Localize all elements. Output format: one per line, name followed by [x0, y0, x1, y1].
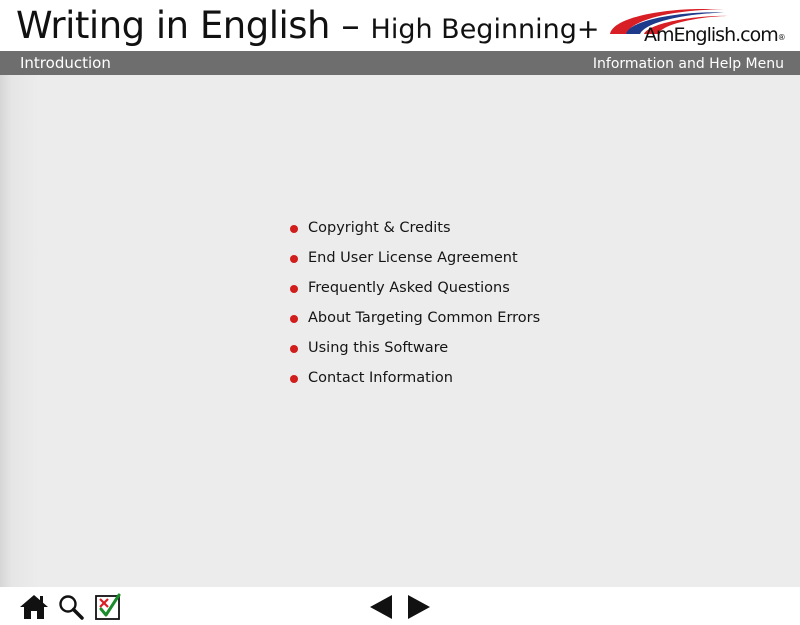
menu-item-faq[interactable] — [288, 275, 540, 305]
menu-item-common-errors[interactable] — [288, 305, 540, 335]
search-icon — [58, 594, 84, 620]
section-bar — [0, 51, 800, 75]
menu-item-using-software[interactable] — [288, 335, 540, 365]
menu-item-label: Frequently Asked Questions — [308, 280, 510, 296]
bullet-icon — [290, 255, 298, 263]
back-button[interactable] — [368, 593, 394, 621]
next-button[interactable] — [406, 593, 432, 621]
amenglish-logo — [604, 4, 788, 48]
bullet-icon — [290, 345, 298, 353]
bullet-icon — [290, 315, 298, 323]
menu-item-label: Contact Information — [308, 370, 453, 386]
footer-toolbar — [0, 587, 800, 625]
next-arrow-icon — [406, 593, 432, 621]
logo-wordmark: AmEnglish.com® — [644, 24, 785, 46]
home-button[interactable] — [18, 593, 50, 621]
main-content — [0, 75, 800, 587]
header — [0, 0, 800, 51]
menu-item-contact[interactable] — [288, 365, 540, 395]
menu-item-label: Using this Software — [308, 340, 449, 356]
menu-item-copyright[interactable] — [288, 215, 540, 245]
checklist-icon — [94, 593, 122, 621]
section-title: Introduction — [20, 54, 111, 72]
menu-item-label: End User License Agreement — [308, 250, 518, 266]
menu-item-label: About Targeting Common Errors — [308, 310, 541, 326]
help-menu-title: Information and Help Menu — [592, 56, 784, 72]
bullet-icon — [290, 375, 298, 383]
app-title-level: High Beginning+ — [370, 14, 600, 45]
app-title — [16, 4, 600, 52]
bullet-icon — [290, 225, 298, 233]
bullet-icon — [290, 285, 298, 293]
help-menu-list — [288, 215, 540, 395]
back-arrow-icon — [368, 593, 394, 621]
menu-item-label: Copyright & Credits — [308, 220, 451, 236]
home-icon — [18, 593, 50, 621]
app-title-main: Writing in English – — [16, 4, 360, 47]
search-button[interactable] — [58, 594, 84, 620]
checklist-button[interactable] — [94, 593, 122, 621]
menu-item-eula[interactable] — [288, 245, 540, 275]
